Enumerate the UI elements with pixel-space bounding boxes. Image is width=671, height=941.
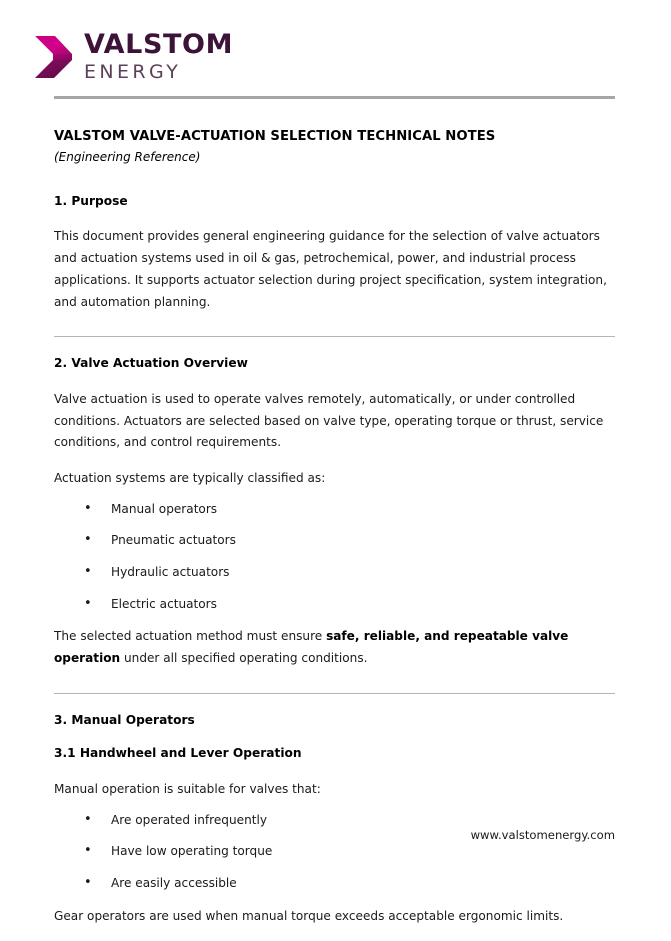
list-item: • Hydraulic actuators: [54, 563, 615, 581]
list-item: • Pneumatic actuators: [54, 531, 615, 549]
valstom-chevron-logo-icon: [33, 31, 73, 83]
section-closing-overview: [54, 626, 615, 670]
header-divider: [54, 96, 615, 99]
manual-suitability-list: [54, 811, 615, 892]
list-item: • Have low operating torque: [54, 842, 615, 860]
page-subtitle: (Engineering Reference): [54, 150, 201, 165]
section-paragraph-overview-2: Actuation systems are typically classified as:: [54, 471, 326, 486]
list-item: • Electric actuators: [54, 595, 615, 613]
brand-tagline: ENERGY: [84, 61, 182, 84]
footer-website-url: www.valstomenergy.com: [470, 828, 615, 842]
list-item: • Are operated infrequently: [54, 811, 615, 829]
closing-emphasis-text: safe, reliable, and repeatable valve operation: [54, 629, 569, 666]
section-closing-manual: Gear operators are used when manual torque exceeds acceptable ergonomic limits.: [54, 908, 564, 923]
document-header: [0, 0, 671, 100]
brand-logo: [33, 31, 233, 83]
section-paragraph-overview-1: Valve actuation is used to operate valves remotely, automatically, or under controlled conditions. Actuators are selected based on valve type, operating torque or thrust, service conditions, and control requirements.: [54, 391, 604, 450]
document-footer: [54, 826, 615, 844]
brand-name: VALSTOM: [84, 29, 234, 60]
section-heading-manual-operators: 3. Manual Operators: [54, 712, 195, 727]
page-title: VALSTOM VALVE-ACTUATION SELECTION TECHNICAL NOTES: [54, 129, 496, 144]
document-body: [54, 128, 615, 941]
section-heading-purpose: 1. Purpose: [54, 193, 128, 208]
section-heading-overview: 2. Valve Actuation Overview: [54, 356, 248, 371]
closing-prefix-text: The selected actuation method must ensure: [54, 629, 327, 644]
section-paragraph-manual: Manual operation is suitable for valves that:: [54, 781, 321, 796]
actuation-type-list: [54, 500, 615, 613]
list-item: • Are easily accessible: [54, 874, 615, 892]
closing-suffix-text: under all specified operating conditions.: [120, 651, 368, 666]
section-paragraph-purpose: This document provides general engineering guidance for the selection of valve actuators and actuation systems used in oil & gas, petrochemical, power, and industrial process applications. It supports actuator selection during project specification, system integration, and automation planning.: [54, 229, 607, 309]
subsection-heading-handwheel: 3.1 Handwheel and Lever Operation: [54, 746, 302, 761]
list-item: • Manual operators: [54, 500, 615, 518]
brand-wordmark: [84, 31, 233, 83]
